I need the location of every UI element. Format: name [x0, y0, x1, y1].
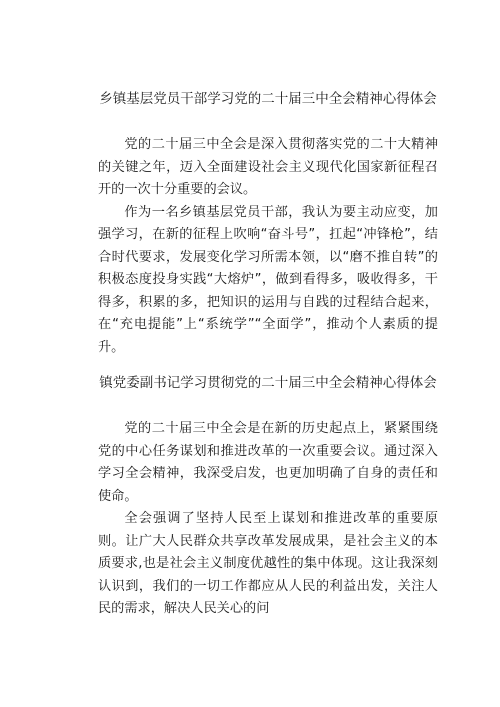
article-1	[98, 88, 438, 359]
article-1-paragraph-1: 党的二十届三中全会是深入贯彻落实党的二十大精神的关键之年，迈入全面建设社会主义现代化国家新征程召开的一次十分重要的会议。	[98, 137, 438, 197]
article-1-paragraph-2: 作为一名乡镇基层党员干部，我认为要主动应变，加强学习，在新的征程上吹响“奋斗号”，扛起“冲锋枪”，结合时代要求，发展变化学习所需本领，以“磨不推自转”的积极态度投身实践“大熔炉”，做到看得多，吸收得多，干得多，积累的多，把知识的运用与自践的过程结合起来，在“充电提能”上“系统学”“全面学”，推动个人素质的提升。	[98, 204, 438, 355]
article-2-title: 镇党委副书记学习贯彻党的二十届三中全会精神心得体会	[99, 375, 437, 391]
article-1-title: 乡镇基层党员干部学习党的二十届三中全会精神心得体会	[99, 91, 437, 107]
article-2-paragraph-1: 党的二十届三中全会是在新的历史起点上，紧紧围绕党的中心任务谋划和推进改革的一次重要会议。通过深入学习全会精神，我深受启发，也更加明确了自身的责任和使命。	[98, 421, 438, 504]
article-2-body	[98, 418, 438, 621]
article-1-body	[98, 134, 438, 359]
article-2-paragraph-2: 全会强调了坚持人民至上谋划和推进改革的重要原则。让广大人民群众共享改革发展成果，是社会主义的本质要求,也是社会主义制度优越性的集中体现。这让我深刻认识到，我们的一切工作都应从人民的利益出发，关注人民的需求，解决人民关心的问	[98, 511, 438, 616]
article-2	[98, 372, 438, 621]
